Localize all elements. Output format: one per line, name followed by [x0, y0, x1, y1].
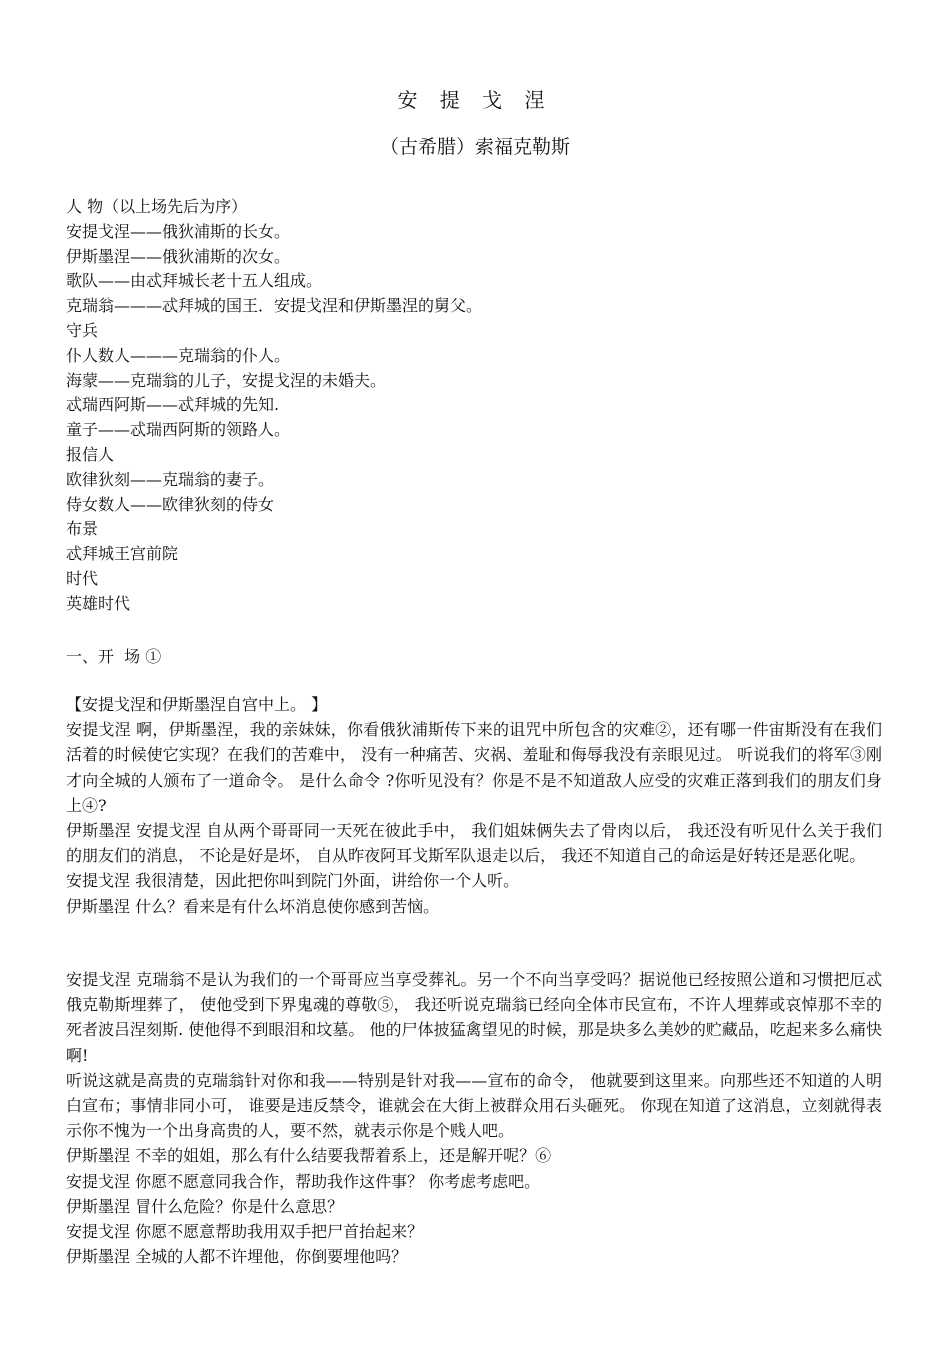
dialogue-line: 安提戈涅 你愿不愿意帮助我用双手把尸首抬起来？ [66, 1222, 424, 1242]
dialogue-line: 安提戈涅 啊，伊斯墨涅，我的亲妹妹，你看俄狄浦斯传下来的诅咒中所包含的灾难②，还有哪一件宙斯没有在我们活着的时候使它实现？在我们的苦难中， 没有一种痛苦、灾祸、羞耻和侮辱我没有亲眼见过。 听说我们的将军③刚才向全城的人颁布了一道命令。 是什么命令 ?你听见没有？你是不是不知道敌人应受的灾难正落到我们的朋友们身上④? [66, 720, 882, 815]
cast-list [66, 195, 886, 617]
cast-item: 安提戈涅——俄狄浦斯的长女。 [66, 221, 291, 241]
dialogue-line: 安提戈涅 克瑞翁不是认为我们的一个哥哥应当享受葬礼。另一个不向当享受吗？据说他已经按照公道和习惯把厄忒俄克勒斯埋葬了， 使他受到下界鬼魂的尊敬⑤， 我还听说克瑞翁已经向全体市民宣布，不许人埋葬或哀悼那不幸的死者波吕涅刻斯. 使他得不到眼泪和坟墓。 他的尸体披猛禽望见的时候，那是块多么美妙的贮藏品，吃起来多么痛快啊! [66, 970, 882, 1065]
cast-item: 歌队——由忒拜城长老十五人组成。 [66, 271, 323, 291]
author-subtitle: （古希腊）索福克勒斯 [379, 136, 570, 158]
dialogue-line: 伊斯墨涅 不幸的姐姐，那么有什么结要我帮着系上，还是解开呢？⑥ [66, 1146, 552, 1166]
cast-item: 报信人 [66, 444, 115, 464]
cast-item: 海蒙——克瑞翁的儿子，安提戈涅的未婚夫。 [66, 370, 387, 390]
cast-item: 忒瑞西阿斯——忒拜城的先知. [66, 395, 280, 415]
dialogue-block-2 [66, 967, 882, 1269]
scene-heading: 一、开 场 ① [66, 647, 162, 666]
setting-item: 忒拜城王宫前院 [66, 544, 179, 564]
dialogue-line: 伊斯墨涅 全城的人都不许埋他，你倒要埋他吗？ [66, 1247, 408, 1267]
cast-heading: 人 物（以上场先后为序） [66, 197, 248, 216]
cast-item: 童子——忒瑞西阿斯的领路人。 [66, 420, 291, 440]
cast-item: 仆人数人———克瑞翁的仆人。 [66, 345, 291, 365]
dialogue-block-1 [66, 692, 882, 919]
cast-item: 克瑞翁———忒拜城的国王．安提戈涅和伊斯墨涅的舅父。 [66, 296, 483, 316]
cast-item: 伊斯墨涅——俄狄浦斯的次女。 [66, 246, 291, 266]
cast-item: 欧律狄刻——克瑞翁的妻子。 [66, 469, 275, 489]
setting-heading: 布景 [66, 519, 99, 539]
dialogue-line: 听说这就是高贵的克瑞翁针对你和我——特别是针对我——宣布的命令， 他就要到这里来。向那些还不知道的人明白宣布；事情非同小可， 谁要是违反禁令，谁就会在大街上被群众用石头砸死。 你现在知道了这消息，立刻就得表示你不愧为一个出身高贵的人，要不然，就表示你是个贱人吧。 [66, 1070, 882, 1141]
era-heading: 时代 [66, 568, 99, 588]
dialogue-line: 伊斯墨涅 冒什么危险？你是什么意思？ [66, 1196, 344, 1216]
dialogue-line: 安提戈涅 你愿不愿意同我合作，帮助我作这件事？ 你考虑考虑吧。 [66, 1171, 541, 1191]
cast-item: 侍女数人——欧律狄刻的侍女 [66, 494, 275, 514]
dialogue-line: 安提戈涅 我很清楚，因此把你叫到院门外面，讲给你一个人听。 [66, 871, 520, 891]
cast-item: 守兵 [66, 320, 99, 340]
stage-direction: 【安提戈涅和伊斯墨涅自宫中上。 】 [66, 695, 328, 714]
era-item: 英雄时代 [66, 593, 131, 613]
dialogue-line: 伊斯墨涅 安提戈涅 自从两个哥哥同一天死在彼此手中， 我们姐妹俩失去了骨肉以后， 我还没有听见什么关于我们的朋友们的消息， 不论是好是坏， 自从昨夜阿耳戈斯军队退走以后， 我还不知道自己的命运是好转还是恶化呢。 [66, 821, 882, 866]
dialogue-line: 伊斯墨涅 什么？看来是有什么坏消息使你感到苦恼。 [66, 896, 440, 916]
page-title: 安 提 戈 涅 [397, 88, 553, 112]
